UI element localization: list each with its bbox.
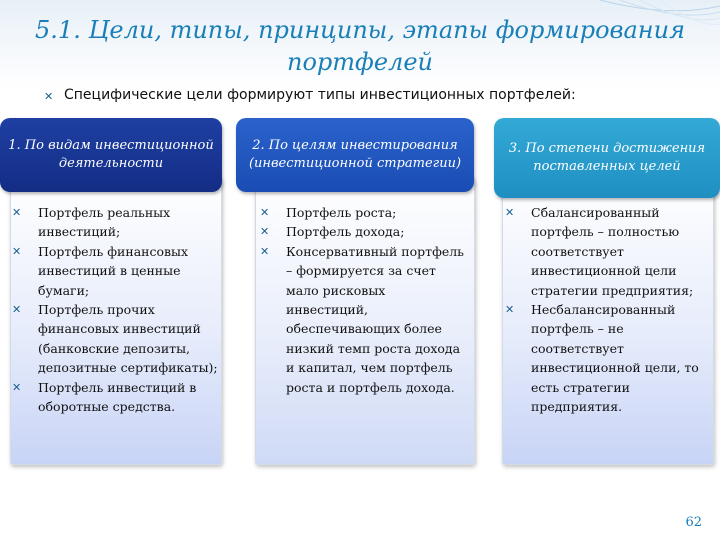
column-3-list [505,203,710,416]
list-item-text: Портфель дохода; [286,224,405,240]
list-item-text: Портфель финансовых инвестиций в ценные бумаги; [38,243,189,298]
list-item [12,300,220,378]
page-number: 62 [685,515,702,530]
column-3-header: 3. По степени достижения поставленных целей [494,118,720,198]
x-mark-icon: ✕ [505,206,515,219]
list-item [12,203,220,242]
x-mark-icon: ✕ [260,225,270,239]
slide-title: 5.1. Цели, типы, принципы, этапы формирования портфелей [35,16,685,76]
column-2-header: 2. По целям инвестирования (инвестиционной стратегии) [236,118,474,192]
list-item [260,222,470,241]
intro-text: Специфические цели формируют типы инвестиционных портфелей: [64,87,576,103]
x-mark-icon: ✕ [12,206,22,219]
list-item-text: Несбалансированный портфель – не соответствует инвестиционной цели, то есть стратегии предприятия. [531,302,699,415]
x-mark-icon: ✕ [12,380,22,394]
list-item-text: Портфель инвестиций в оборотные средства. [38,379,197,415]
list-item-text: Портфель роста; [286,205,397,220]
x-mark-icon: ✕ [260,206,270,219]
column-1-header: 1. По видам инвестиционной деятельности [0,118,222,192]
list-item [12,378,220,417]
list-item [505,203,710,300]
x-mark-icon: ✕ [505,303,515,317]
x-mark-icon: ✕ [12,303,22,317]
x-mark-icon: ✕ [12,244,22,258]
list-item-text: Консервативный портфель – формируется за счет мало рисковых инвестиций, обеспечивающих более низкий темп роста дохода и капитал, чем портфель роста и портфель дохода. [286,243,464,395]
list-item [260,242,470,397]
list-item [12,242,220,300]
list-item-text: Портфель реальных инвестиций; [38,205,171,240]
list-item-text: Портфель прочих финансовых инвестиций (банковские депозиты, депозитные сертификаты); [38,302,218,376]
list-item [260,203,470,222]
x-mark-icon: ✕ [260,244,270,258]
x-mark-icon: ✕ [44,90,54,103]
column-1-list [12,203,220,416]
list-item-text: Сбалансированный портфель – полностью соответствует инвестиционной цели стратегии предприятия; [531,205,694,298]
column-2-list [260,203,470,397]
list-item [505,300,710,416]
